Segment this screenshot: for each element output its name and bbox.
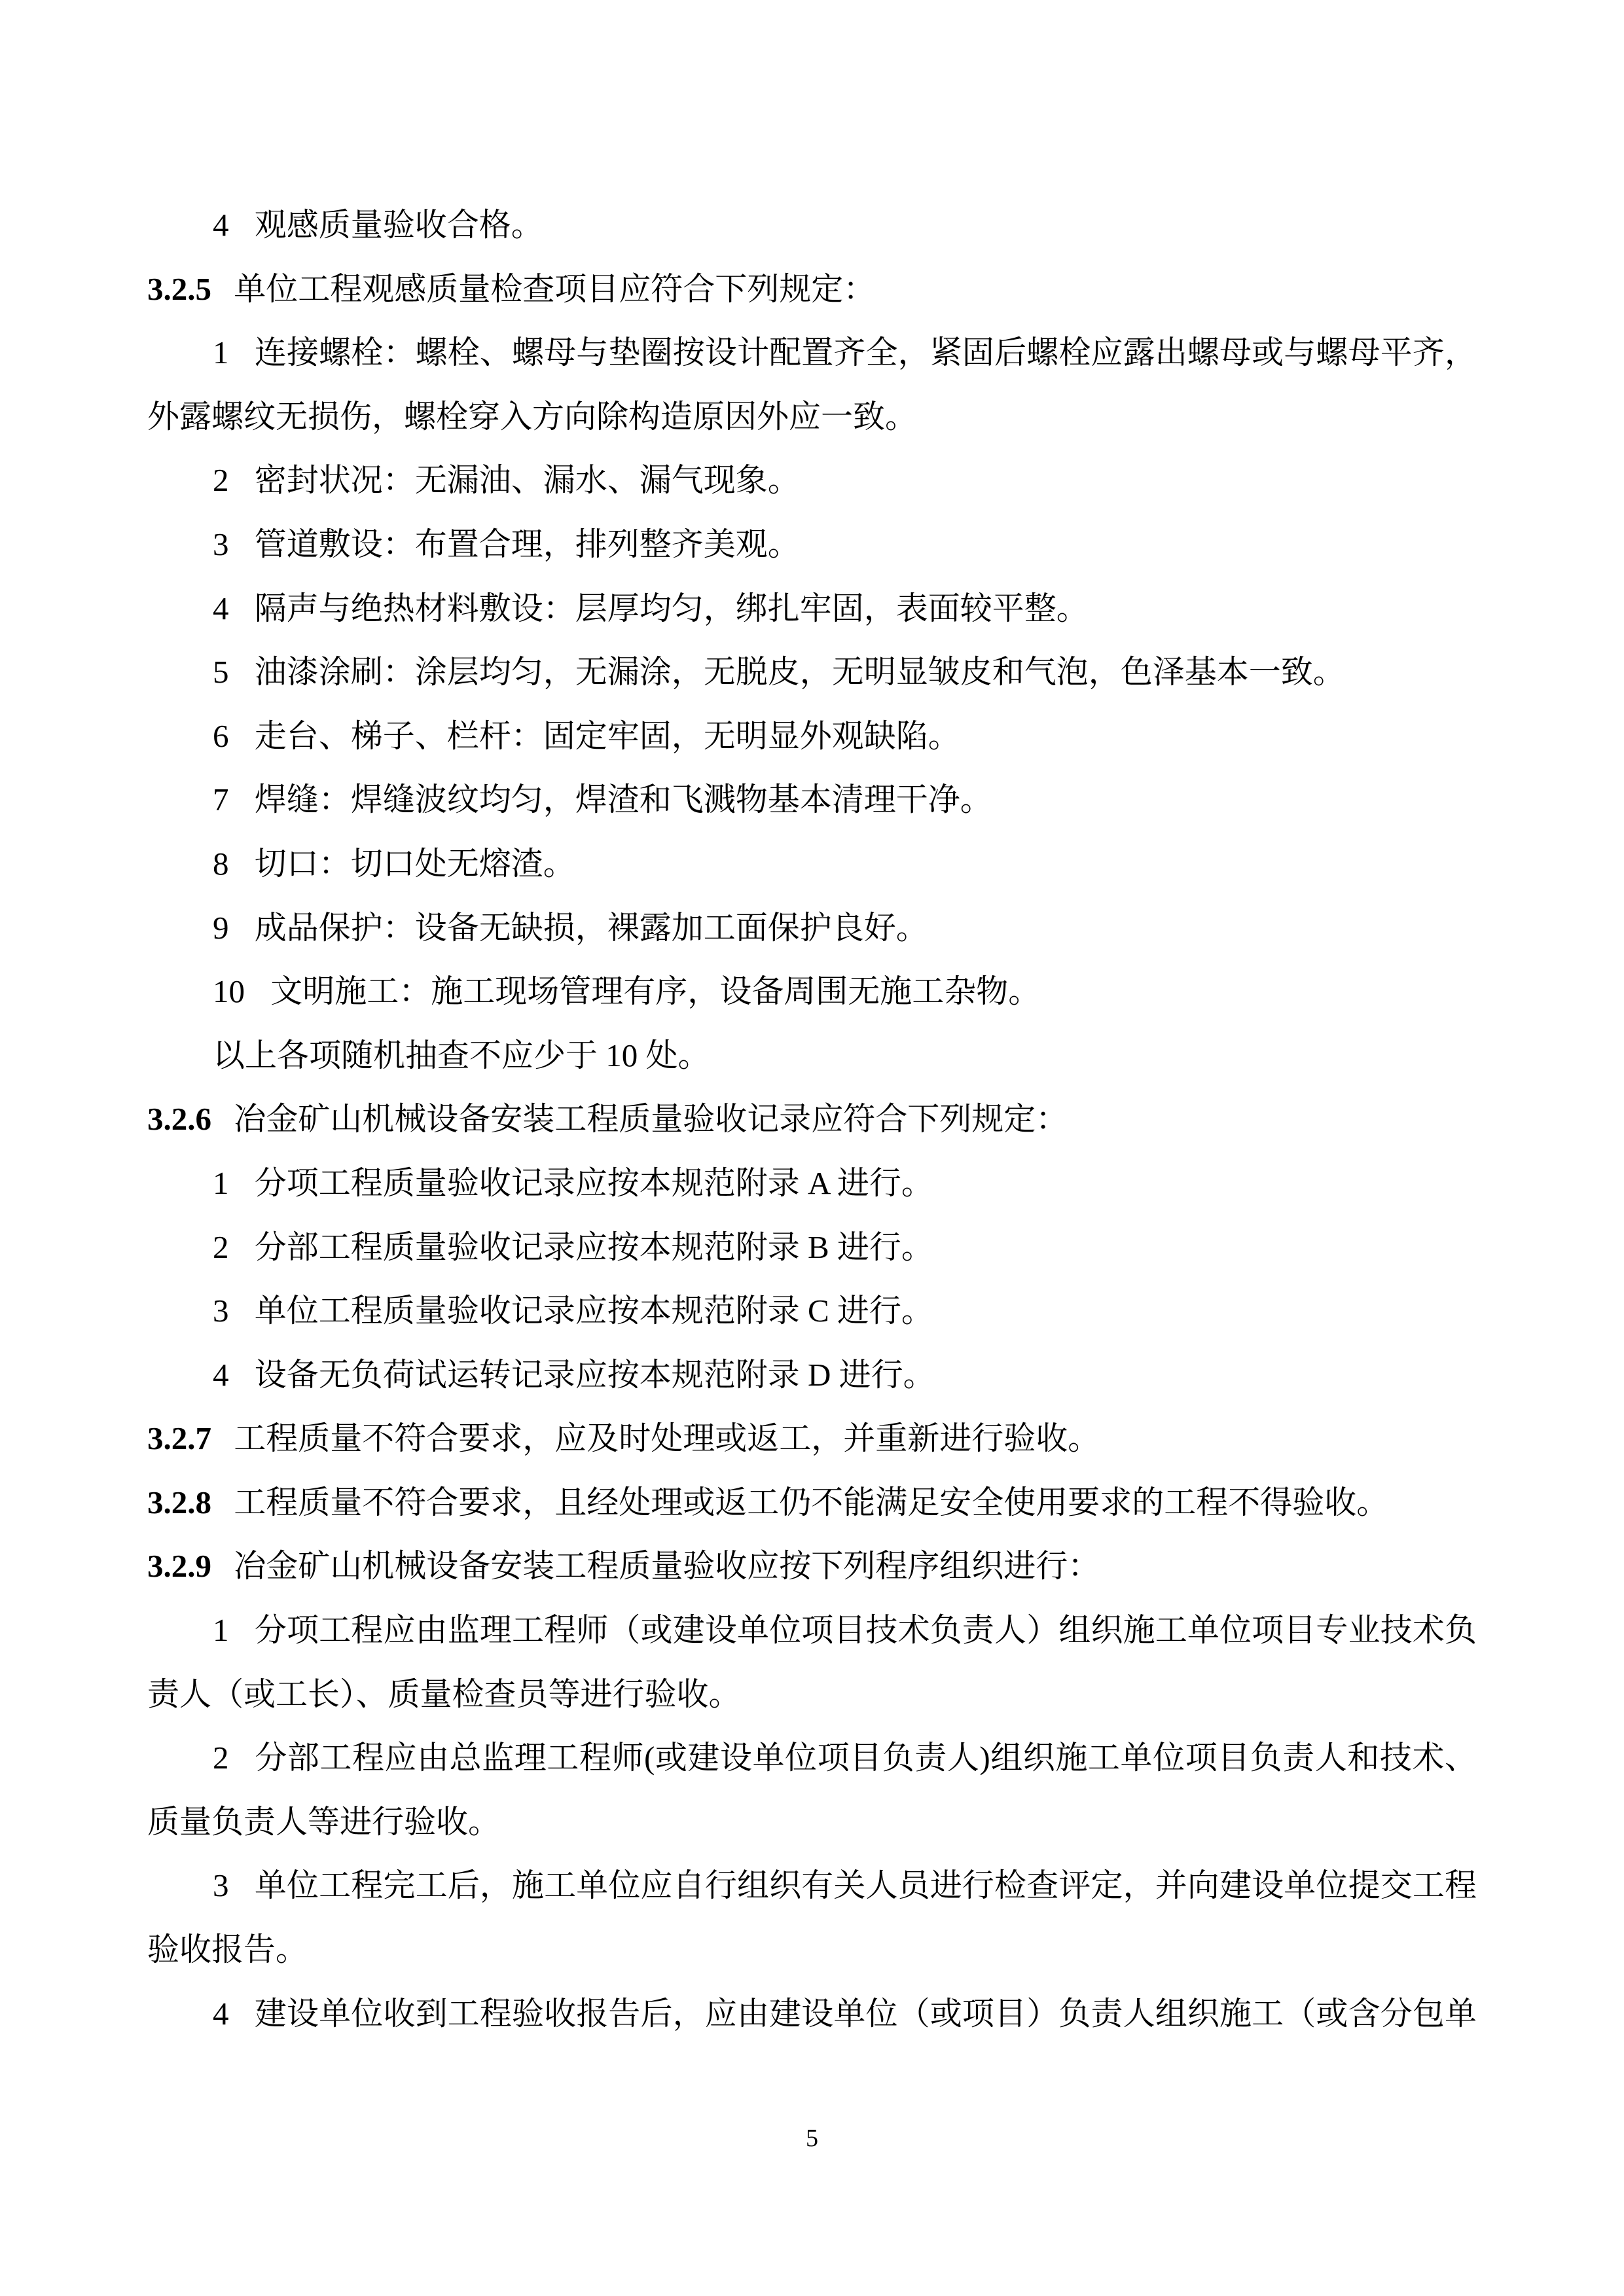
text-line xyxy=(147,1151,1477,1215)
line-number: 9 xyxy=(213,909,229,946)
text-line xyxy=(147,321,1477,385)
line-text: 分项工程应由监理工程师（或建设单位项目技术负责人）组织施工单位项目专业技术负 xyxy=(254,1612,1477,1649)
text-line xyxy=(147,577,1477,641)
line-text: 冶金矿山机械设备安装工程质量验收应按下列程序组织进行： xyxy=(234,1548,1100,1585)
text-line xyxy=(147,832,1477,896)
line-number: 3.2.7 xyxy=(147,1420,211,1457)
line-number: 3.2.8 xyxy=(147,1484,211,1520)
line-text: 文明施工：施工现场管理有序，设备周围无施工杂物。 xyxy=(270,973,1041,1010)
line-text: 密封状况：无漏油、漏水、漏气现象。 xyxy=(254,462,800,499)
text-line xyxy=(147,1854,1477,1918)
text-line xyxy=(147,1024,1477,1088)
line-text: 焊缝：焊缝波纹均匀，焊渣和飞溅物基本清理干净。 xyxy=(254,781,992,818)
line-number: 1 xyxy=(213,1164,229,1201)
text-line xyxy=(147,1790,1477,1854)
line-text: 单位工程观感质量检查项目应符合下列规定： xyxy=(234,270,876,307)
line-text: 油漆涂刷：涂层均匀，无漏涂，无脱皮，无明显皱皮和气泡，色泽基本一致。 xyxy=(254,654,1345,691)
page-number: 5 xyxy=(806,2125,818,2152)
line-text: 以上各项随机抽查不应少于 10 处。 xyxy=(213,1037,710,1073)
line-text: 验收报告。 xyxy=(147,1931,308,1968)
line-number: 4 xyxy=(213,1356,229,1393)
line-number: 2 xyxy=(213,462,229,499)
text-line xyxy=(147,1279,1477,1343)
line-text: 责人（或工长）、质量检查员等进行验收。 xyxy=(147,1676,741,1712)
line-number: 10 xyxy=(213,973,245,1010)
page-footer xyxy=(0,2124,1624,2153)
line-text: 切口：切口处无熔渣。 xyxy=(254,845,575,882)
line-number: 7 xyxy=(213,781,229,818)
line-text: 观感质量验收合格。 xyxy=(254,207,543,243)
line-text: 冶金矿山机械设备安装工程质量验收记录应符合下列规定： xyxy=(234,1101,1068,1138)
line-text: 隔声与绝热材料敷设：层厚均匀，绑扎牢固，表面较平整。 xyxy=(254,590,1089,626)
line-number: 3.2.5 xyxy=(147,270,211,307)
line-number: 1 xyxy=(213,334,229,371)
line-text: 分项工程质量验收记录应按本规范附录 A 进行。 xyxy=(254,1164,933,1201)
text-line xyxy=(147,1918,1477,1982)
text-line xyxy=(147,1726,1477,1790)
text-line xyxy=(147,193,1477,257)
line-number: 3.2.6 xyxy=(147,1101,211,1138)
text-line xyxy=(147,1215,1477,1280)
line-text: 分部工程应由总监理工程师(或建设单位项目负责人)组织施工单位项目负责人和技术、 xyxy=(255,1740,1477,1776)
text-line xyxy=(147,896,1477,960)
line-text: 外露螺纹无损伤，螺栓穿入方向除构造原因外应一致。 xyxy=(147,398,918,435)
line-number: 2 xyxy=(213,1229,229,1265)
text-line xyxy=(147,1662,1477,1727)
text-line xyxy=(147,704,1477,768)
text-line xyxy=(147,1534,1477,1598)
line-text: 设备无负荷试运转记录应按本规范附录 D 进行。 xyxy=(254,1356,935,1393)
text-line xyxy=(147,448,1477,512)
line-text: 成品保护：设备无缺损，裸露加工面保护良好。 xyxy=(254,909,928,946)
line-number: 3 xyxy=(213,1293,229,1329)
line-text: 质量负责人等进行验收。 xyxy=(147,1803,501,1840)
line-number: 6 xyxy=(213,717,229,754)
line-text: 连接螺栓：螺栓、螺母与垫圈按设计配置齐全，紧固后螺栓应露出螺母或与螺母平齐， xyxy=(254,334,1477,371)
text-line xyxy=(147,768,1477,832)
text-line xyxy=(147,512,1477,577)
line-number: 3 xyxy=(213,526,229,562)
line-number: 5 xyxy=(213,654,229,691)
text-line xyxy=(147,1598,1477,1662)
text-line xyxy=(147,257,1477,321)
line-number: 2 xyxy=(213,1740,229,1776)
line-text: 单位工程完工后，施工单位应自行组织有关人员进行检查评定，并向建设单位提交工程 xyxy=(254,1867,1477,1904)
line-number: 4 xyxy=(213,1995,229,2032)
line-text: 分部工程质量验收记录应按本规范附录 B 进行。 xyxy=(254,1229,933,1265)
line-number: 3.2.9 xyxy=(147,1548,211,1585)
line-number: 1 xyxy=(213,1612,229,1649)
line-number: 8 xyxy=(213,845,229,882)
text-line xyxy=(147,1087,1477,1151)
text-line xyxy=(147,1343,1477,1407)
text-line xyxy=(147,960,1477,1024)
text-line xyxy=(147,1407,1477,1471)
line-text: 工程质量不符合要求，应及时处理或返工，并重新进行验收。 xyxy=(234,1420,1100,1457)
line-text: 工程质量不符合要求，且经处理或返工仍不能满足安全使用要求的工程不得验收。 xyxy=(234,1484,1389,1520)
line-text: 建设单位收到工程验收报告后，应由建设单位（或项目）负责人组织施工（或含分包单 xyxy=(254,1995,1477,2032)
document-body xyxy=(147,193,1477,2045)
line-number: 4 xyxy=(213,590,229,626)
text-line xyxy=(147,1471,1477,1535)
text-line xyxy=(147,385,1477,449)
line-number: 3 xyxy=(213,1867,229,1904)
text-line xyxy=(147,1982,1477,2046)
line-text: 单位工程质量验收记录应按本规范附录 C 进行。 xyxy=(254,1293,933,1329)
line-text: 管道敷设：布置合理，排列整齐美观。 xyxy=(254,526,800,562)
line-number: 4 xyxy=(213,207,229,243)
line-text: 走台、梯子、栏杆：固定牢固，无明显外观缺陷。 xyxy=(254,717,960,754)
text-line xyxy=(147,640,1477,704)
